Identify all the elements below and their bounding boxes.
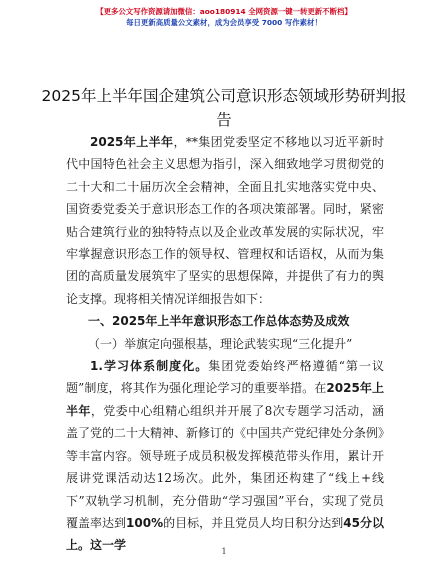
subsection-heading: （一）举旗定向强根基，理论武装实现“三化提升” [88, 336, 353, 351]
page-number: 1 [221, 547, 227, 556]
section-heading: 一、2025年上半年意识形态工作总体态势及成效 [88, 314, 350, 329]
paragraph-lead: 1.学习体系制度化。 [90, 359, 209, 374]
document-title: 2025年上半年国企建筑公司意识形态领域形势研判报告 [41, 87, 407, 129]
paragraph-bold-year: 2025年上半年 [66, 381, 384, 418]
paragraph-bold-percent: 100% [126, 515, 164, 530]
paragraph-text-c: 的目标，并且党员人均日积分达到 [163, 515, 344, 530]
intro-paragraph [66, 131, 384, 310]
paragraph-text-a: 集团党委始终严格遵循“第一议题”制度，将其作为强化理论学习的重要举措。在 [66, 359, 384, 396]
promo-banner [0, 6, 448, 28]
intro-lead: 2025年上半年 [90, 135, 174, 149]
promo-banner-line1: 【更多公文写作资源请加微信：aoo180914 全网资源一键一转更新不断档】 [96, 7, 352, 16]
document-body [66, 131, 384, 557]
paragraph-study-system [66, 355, 384, 557]
promo-banner-line2: 每日更新高质量公文素材，成为会员享受 7000 写作素材！ [126, 18, 322, 27]
paragraph-text-b: ，党委中心组精心组织并开展了8次专题学习活动，涵盖了党的二十大精神、新修订的《中国共产党纪律处分条例》等丰富内容。领导班子成员积极发挥模范带头作用，累计开展讲党课活动达12场次。此外，集团还构建了“线上+线下”双轨学习机制，充分借助“学习强国”平台，实现了党员覆盖率达到 [66, 403, 385, 530]
intro-text: ，**集团党委坚定不移地以习近平新时代中国特色社会主义思想为指引，深入细致地学习贯彻党的二十大和二十届历次全会精神，全面且扎实地落实党中央、国资委党委关于意识形态工作的各项决策部署。同时，紧密贴合建筑行业的独特特点以及企业改革发展的实际状况，牢牢掌握意识形态工作的领导权、管理权和话语权，从而为集团的高质量发展筑牢了坚实的思想保障，并提供了有力的舆论支撑。现将相关情况详细报告如下： [66, 135, 384, 306]
paragraph-bold-score: 45分以上。这一学 [66, 515, 384, 553]
